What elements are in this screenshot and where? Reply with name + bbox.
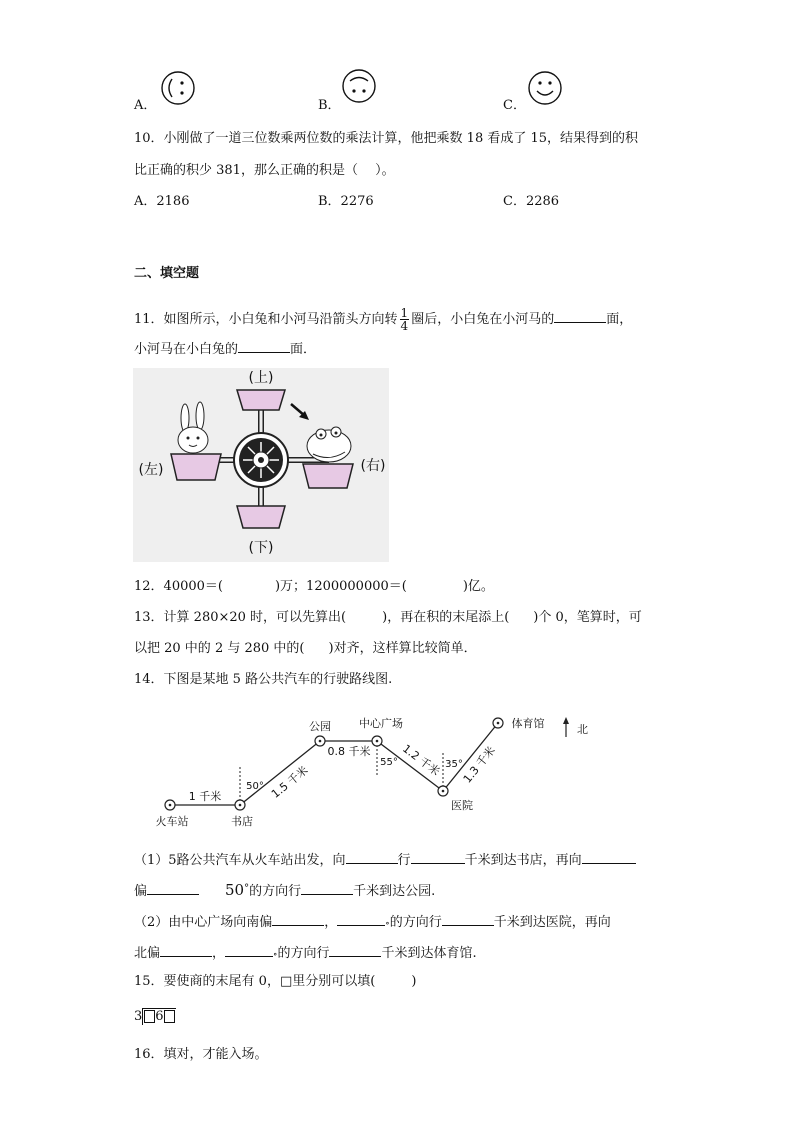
gym-label: 体育馆 xyxy=(511,717,545,730)
answer-blank[interactable] xyxy=(160,942,212,957)
q15-close: ) xyxy=(411,974,417,989)
q14-s1-part4: 偏 xyxy=(134,884,148,899)
section-title: 二、填空题 xyxy=(134,266,200,281)
q15-line xyxy=(134,973,416,991)
answer-blank[interactable] xyxy=(238,338,290,353)
distance-4: 1.2 千米 xyxy=(400,742,443,779)
label-top: (上) xyxy=(248,370,274,386)
answer-blank[interactable] xyxy=(337,911,385,926)
q11-text-mid: 圈后，小白兔在小河马的 xyxy=(411,312,555,327)
park-label: 公园 xyxy=(309,720,331,733)
q14-s1-part2: 行 xyxy=(397,853,411,868)
division-expression xyxy=(134,1008,176,1025)
q13-line2 xyxy=(134,640,477,658)
fraction-denominator: 4 xyxy=(400,319,409,333)
angle-1: 50° xyxy=(246,781,264,792)
q12-part2: )万；1200000000＝( xyxy=(274,579,407,594)
q14-s1-part1: （1）5路公共汽车从火车站出发，向 xyxy=(134,853,346,868)
q14-s2-part8: 千米到达体育馆. xyxy=(381,946,477,961)
digit-box[interactable] xyxy=(144,1010,155,1023)
q11-text-end: 面， xyxy=(606,312,633,327)
q12-part3: )亿。 xyxy=(462,579,494,594)
q14-s1-part5: 的方向行 xyxy=(249,884,302,899)
q13-part2: )，再在积的末尾添上( xyxy=(382,610,510,625)
q13-line1 xyxy=(134,609,642,627)
face-b-icon xyxy=(341,68,377,104)
face-c-icon xyxy=(527,70,563,106)
q14-s2-part3: 的方向行 xyxy=(389,915,442,930)
q14-title: 14．下图是某地 5 路公共汽车的行驶路线图. xyxy=(134,672,393,687)
distance-3: 0.8 千米 xyxy=(327,745,371,758)
divisor: 3 xyxy=(134,1009,143,1024)
q14-s1-part6: 千米到达公园. xyxy=(353,884,436,899)
q9-option-b: B． xyxy=(318,98,341,113)
face-a-icon xyxy=(160,70,196,106)
ferris-wheel-figure xyxy=(133,368,389,562)
q11-text2-end: 面． xyxy=(290,342,317,357)
q14-s1-part3: 千米到达书店，再向 xyxy=(464,853,582,868)
q11-text2-pre: 小河马在小白兔的 xyxy=(134,342,239,357)
label-right: (右) xyxy=(360,458,386,474)
angle-3: 35° xyxy=(445,759,463,770)
q14-s2-line1: （2）由中心广场向南偏 ， ∘的方向行 千米到达医院，再向 xyxy=(134,911,611,933)
distance-5: 1.3 千米 xyxy=(460,743,498,786)
dividend-digit: 6 xyxy=(155,1009,164,1024)
fraction xyxy=(400,307,410,332)
distance-2: 1.5 千米 xyxy=(268,763,311,801)
q10-line1: 10．小刚做了一道三位数乘两位数的乘法计算，他把乘数 18 看成了 15，结果得到的积 xyxy=(134,131,639,146)
q10-option-c: C．2286 xyxy=(503,194,560,209)
q9-option-a: A． xyxy=(134,98,157,113)
q14-s2-part6: ， xyxy=(212,946,226,961)
answer-blank[interactable] xyxy=(442,911,494,926)
q13-part1: 13．计算 280×20 时，可以先算出( xyxy=(134,610,347,625)
q11-line1 xyxy=(134,307,632,332)
q11-text-pre: 11．如图所示，小白兔和小河马沿箭头方向转 xyxy=(134,312,398,327)
answer-blank[interactable] xyxy=(582,849,636,864)
q14-s2-part2: ， xyxy=(324,915,338,930)
answer-blank[interactable] xyxy=(554,308,606,323)
north-label: 北 xyxy=(577,723,588,736)
answer-blank[interactable] xyxy=(301,880,353,895)
label-bottom: (下) xyxy=(248,540,274,556)
answer-blank[interactable] xyxy=(147,880,199,895)
q13-part3: )个 0，笔算时，可 xyxy=(533,610,642,625)
q12-line xyxy=(134,578,494,596)
q16-text: 16．填对，才能入场。 xyxy=(134,1047,268,1062)
bookstore-label: 书店 xyxy=(231,815,253,828)
bus-route-map xyxy=(140,705,600,835)
q10-option-b: B．2276 xyxy=(318,194,374,209)
q11-line2 xyxy=(134,338,316,359)
distance-1: 1 千米 xyxy=(188,790,222,803)
q14-s2-part5: 北偏 xyxy=(134,946,161,961)
q15-text: 15．要使商的末尾有 0，□里分别可以填( xyxy=(134,974,376,989)
answer-blank[interactable] xyxy=(411,849,465,864)
q10-line2: 比正确的积少 381，那么正确的积是（ ）。 xyxy=(134,163,395,178)
angle-2: 55° xyxy=(380,757,398,768)
degree-value: 50 xyxy=(225,881,245,899)
q13-part4: 以把 20 中的 2 与 280 中的( xyxy=(134,641,305,656)
q14-s2-line2: 北偏 ， ∘的方向行 千米到达体育馆. xyxy=(134,942,477,964)
digit-box[interactable] xyxy=(164,1010,175,1023)
answer-blank[interactable] xyxy=(346,849,398,864)
q13-part5: )对齐，这样算比较简单． xyxy=(328,641,477,656)
station-label: 火车站 xyxy=(155,815,189,828)
hospital-label: 医院 xyxy=(451,799,473,812)
q14-s2-part7: 的方向行 xyxy=(277,946,330,961)
q14-s2-part4: 千米到达医院，再向 xyxy=(493,915,611,930)
answer-blank[interactable] xyxy=(225,942,273,957)
q14-s1-line2: 偏 50°的方向行 千米到达公园. xyxy=(134,881,436,899)
q9-option-c: C． xyxy=(503,98,526,113)
q14-s1-line1 xyxy=(134,849,636,870)
q10-option-a: A．2186 xyxy=(134,194,190,209)
q14-s2-part1: （2）由中心广场向南偏 xyxy=(134,915,273,930)
answer-blank[interactable] xyxy=(329,942,381,957)
fraction-numerator: 1 xyxy=(400,306,409,320)
answer-blank[interactable] xyxy=(272,911,324,926)
plaza-label: 中心广场 xyxy=(359,717,403,730)
q12-part1: 12．40000＝( xyxy=(134,579,223,594)
label-left: (左) xyxy=(138,462,164,478)
